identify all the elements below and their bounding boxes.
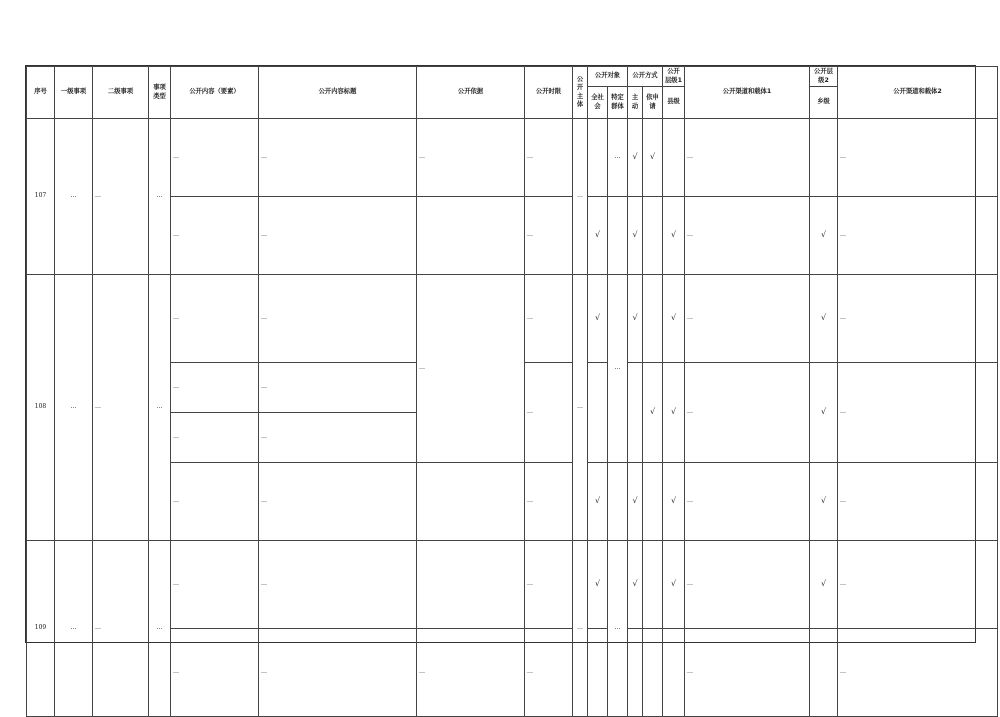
row-level1: … xyxy=(55,541,93,717)
row-channels2: … xyxy=(838,119,998,197)
check-mark: √ xyxy=(810,197,838,275)
row-channels2: … xyxy=(838,463,998,541)
check-mark: √ xyxy=(643,119,663,197)
header-level1-county: 县级 xyxy=(663,87,685,119)
row-target-specific: … xyxy=(608,541,628,717)
row-target-all xyxy=(588,363,608,463)
row-channels1: … xyxy=(685,119,810,197)
header-target-specific: 特定群体 xyxy=(608,87,628,119)
row-time-limit: … xyxy=(525,363,573,463)
header-method-request: 依申请 xyxy=(643,87,663,119)
row-time-limit: … xyxy=(525,629,573,717)
row-channels1: … xyxy=(685,363,810,463)
row-method-request xyxy=(643,275,663,363)
row-basis xyxy=(417,463,525,541)
row-level1-county xyxy=(663,629,685,717)
row-level2: … xyxy=(93,541,149,717)
row-channels1: … xyxy=(685,541,810,629)
check-mark: √ xyxy=(628,197,643,275)
check-mark: √ xyxy=(810,541,838,629)
row-time-limit: … xyxy=(525,541,573,629)
row-method-request xyxy=(643,541,663,629)
check-mark: √ xyxy=(810,463,838,541)
row-title: … xyxy=(259,197,417,275)
row-method-active xyxy=(628,629,643,717)
row-title: … xyxy=(259,463,417,541)
header-time-limit: 公开时限 xyxy=(525,67,573,119)
row-time-limit: … xyxy=(525,119,573,197)
header-basis: 公开依据 xyxy=(417,67,525,119)
row-method-request xyxy=(643,629,663,717)
row-channels1: … xyxy=(685,275,810,363)
row-target-all xyxy=(588,119,608,197)
row-channels2: … xyxy=(838,275,998,363)
row-target-specific xyxy=(608,197,628,275)
check-mark: √ xyxy=(663,197,685,275)
row-channels1: … xyxy=(685,629,810,717)
row-content: … xyxy=(171,463,259,541)
header-target: 公开对象 xyxy=(588,67,628,87)
row-channels2: … xyxy=(838,629,998,717)
row-level2: … xyxy=(93,119,149,275)
row-content: … xyxy=(171,413,259,463)
check-mark: √ xyxy=(810,363,838,463)
row-channels1: … xyxy=(685,463,810,541)
row-level2-town xyxy=(810,119,838,197)
header-target-all: 全社会 xyxy=(588,87,608,119)
check-mark: √ xyxy=(588,275,608,363)
check-mark: √ xyxy=(588,197,608,275)
check-mark: √ xyxy=(663,275,685,363)
check-mark: √ xyxy=(628,463,643,541)
check-mark: √ xyxy=(628,119,643,197)
row-channels2: … xyxy=(838,363,998,463)
header-content-title: 公开内容标题 xyxy=(259,67,417,119)
row-channels2: … xyxy=(838,541,998,629)
row-time-limit: … xyxy=(525,463,573,541)
row-basis xyxy=(417,541,525,629)
row-target-specific xyxy=(608,463,628,541)
row-channels1: … xyxy=(685,197,810,275)
row-item-type: … xyxy=(149,541,171,717)
row-title: … xyxy=(259,541,417,629)
header-level1: 一级事项 xyxy=(55,67,93,119)
row-basis xyxy=(417,197,525,275)
header-seq: 序号 xyxy=(27,67,55,119)
row-title: … xyxy=(259,275,417,363)
check-mark: √ xyxy=(643,363,663,463)
row-subject: … xyxy=(573,541,588,717)
row-seq: 107 xyxy=(27,119,55,275)
check-mark: √ xyxy=(810,275,838,363)
row-content: … xyxy=(171,629,259,717)
header-channels2: 公开渠道和载体2 xyxy=(838,67,998,119)
header-level1-pub: 公开层级1 xyxy=(663,67,685,87)
row-content: … xyxy=(171,541,259,629)
row-method-request xyxy=(643,197,663,275)
row-level1: … xyxy=(55,119,93,275)
row-target-all xyxy=(588,629,608,717)
row-level2-town xyxy=(810,629,838,717)
row-time-limit: … xyxy=(525,197,573,275)
header-item-type: 事项类型 xyxy=(149,67,171,119)
row-content: … xyxy=(171,363,259,413)
row-method-active xyxy=(628,363,643,463)
row-channels2: … xyxy=(838,197,998,275)
row-title: … xyxy=(259,629,417,717)
disclosure-table-sheet xyxy=(25,65,976,676)
row-seq: 109 xyxy=(27,541,55,717)
header-channels1: 公开渠道和载体1 xyxy=(685,67,810,119)
row-basis: … xyxy=(417,629,525,717)
row-item-type: … xyxy=(149,275,171,541)
check-mark: √ xyxy=(588,541,608,629)
row-title: … xyxy=(259,413,417,463)
header-level2: 二级事项 xyxy=(93,67,149,119)
header-subject: 公开主体 xyxy=(573,67,588,119)
row-time-limit: … xyxy=(525,275,573,363)
check-mark: √ xyxy=(588,463,608,541)
row-level1-county xyxy=(663,119,685,197)
row-content: … xyxy=(171,197,259,275)
row-target-specific: … xyxy=(608,119,628,197)
check-mark: √ xyxy=(628,275,643,363)
row-subject: … xyxy=(573,275,588,541)
disclosure-table xyxy=(26,66,998,717)
check-mark: √ xyxy=(628,541,643,629)
row-item-type: … xyxy=(149,119,171,275)
row-subject: … xyxy=(573,119,588,275)
row-basis: … xyxy=(417,275,525,463)
header-content: 公开内容（要素） xyxy=(171,67,259,119)
check-mark: √ xyxy=(663,363,685,463)
row-method-request xyxy=(643,463,663,541)
row-level2: … xyxy=(93,275,149,541)
row-basis: … xyxy=(417,119,525,197)
row-content: … xyxy=(171,275,259,363)
header-level2-pub: 公开层级2 xyxy=(810,67,838,87)
row-content: … xyxy=(171,119,259,197)
check-mark: √ xyxy=(663,541,685,629)
row-seq: 108 xyxy=(27,275,55,541)
row-title: … xyxy=(259,363,417,413)
row-target-specific: … xyxy=(608,275,628,463)
row-title: … xyxy=(259,119,417,197)
check-mark: √ xyxy=(663,463,685,541)
row-level1: … xyxy=(55,275,93,541)
header-method: 公开方式 xyxy=(628,67,663,87)
header-method-active: 主动 xyxy=(628,87,643,119)
header-level2-town: 乡级 xyxy=(810,87,838,119)
